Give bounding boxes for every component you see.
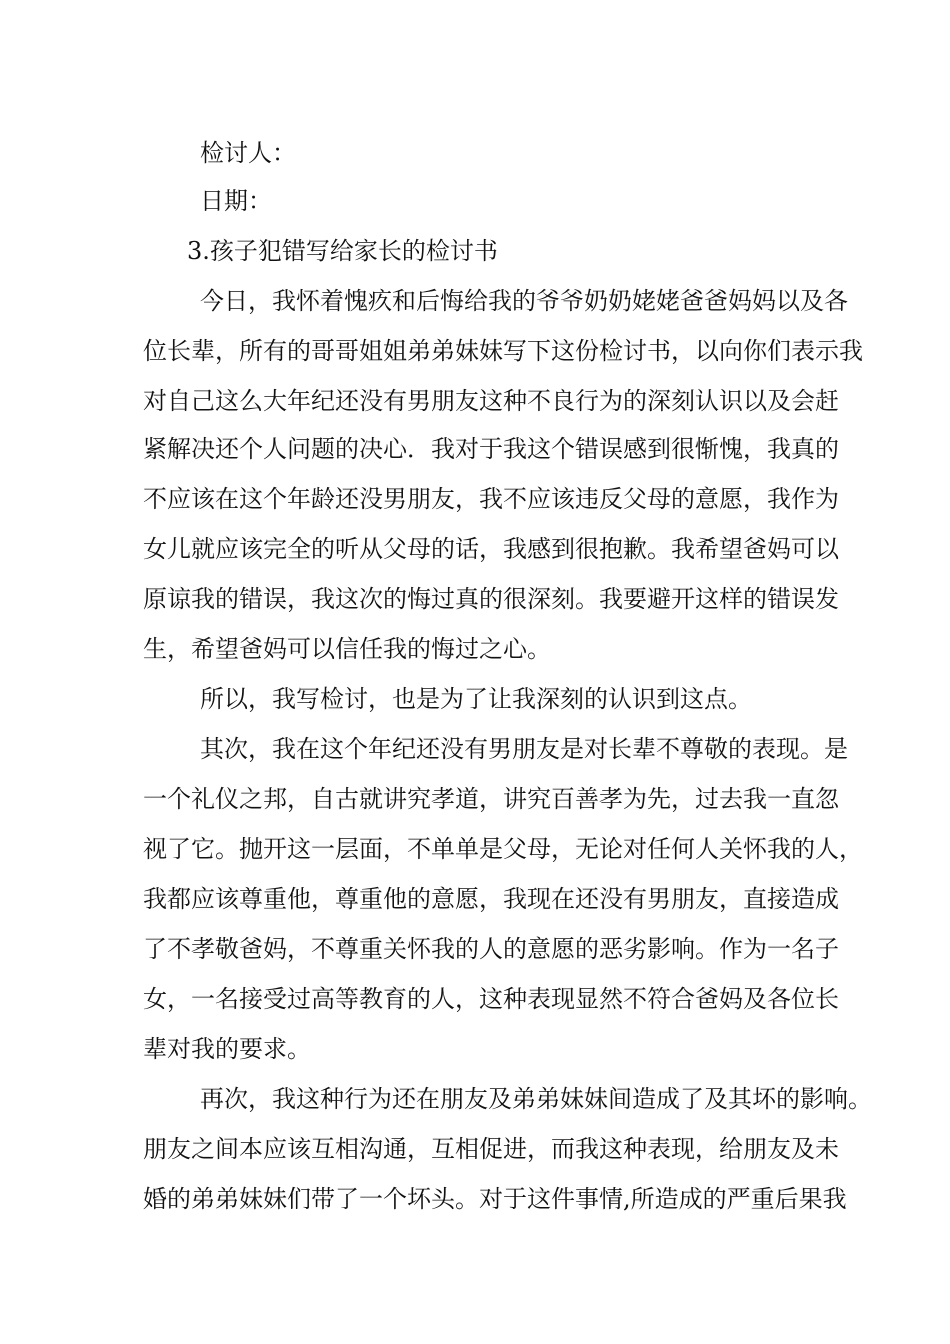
body-line: 位长辈，所有的哥哥姐姐弟弟妹妹写下这份检讨书，以向你们表示我 <box>143 337 863 365</box>
section-heading: 3.孩子犯错写给家长的检讨书 <box>187 237 498 265</box>
body-line: 其次，我在这个年纪还没有男朋友是对长辈不尊敬的表现。是 <box>200 735 848 763</box>
body-line: 了不孝敬爸妈，不尊重关怀我的人的意愿的恶劣影响。作为一名子 <box>143 935 839 963</box>
body-line: 女儿就应该完全的听从父母的话，我感到很抱歉。我希望爸妈可以 <box>143 535 839 563</box>
signature-label: 检讨人： <box>200 139 296 167</box>
body-line: 一个礼仪之邦，自古就讲究孝道，讲究百善孝为先，过去我一直忽 <box>143 785 839 813</box>
body-line: 原谅我的错误，我这次的悔过真的很深刻。我要避开这样的错误发 <box>143 585 839 613</box>
body-line: 视了它。抛开这一层面，不单单是父母，无论对任何人关怀我的人， <box>143 835 863 863</box>
body-line: 婚的弟弟妹妹们带了一个坏头。对于这件事情,所造成的严重后果我 <box>143 1185 847 1213</box>
body-line: 所以，我写检讨，也是为了让我深刻的认识到这点。 <box>200 685 752 713</box>
body-line: 朋友之间本应该互相沟通，互相促进，而我这种表现，给朋友及未 <box>143 1135 839 1163</box>
body-line: 我都应该尊重他，尊重他的意愿，我现在还没有男朋友，直接造成 <box>143 885 839 913</box>
body-line: 生，希望爸妈可以信任我的悔过之心。 <box>143 635 551 663</box>
body-line: 紧解决还个人问题的决心．我对于我这个错误感到很惭愧，我真的 <box>143 435 839 463</box>
body-line: 对自己这么大年纪还没有男朋友这种不良行为的深刻认识以及会赶 <box>143 387 839 415</box>
body-line: 再次，我这种行为还在朋友及弟弟妹妹间造成了及其坏的影响。 <box>200 1085 872 1113</box>
body-line: 女，一名接受过高等教育的人，这种表现显然不符合爸妈及各位长 <box>143 985 839 1013</box>
body-line: 辈对我的要求。 <box>143 1035 311 1063</box>
body-line: 今日，我怀着愧疚和后悔给我的爷爷奶奶姥姥爸爸妈妈以及各 <box>200 287 848 315</box>
body-line: 不应该在这个年龄还没男朋友，我不应该违反父母的意愿，我作为 <box>143 485 839 513</box>
date-label: 日期： <box>200 187 272 215</box>
